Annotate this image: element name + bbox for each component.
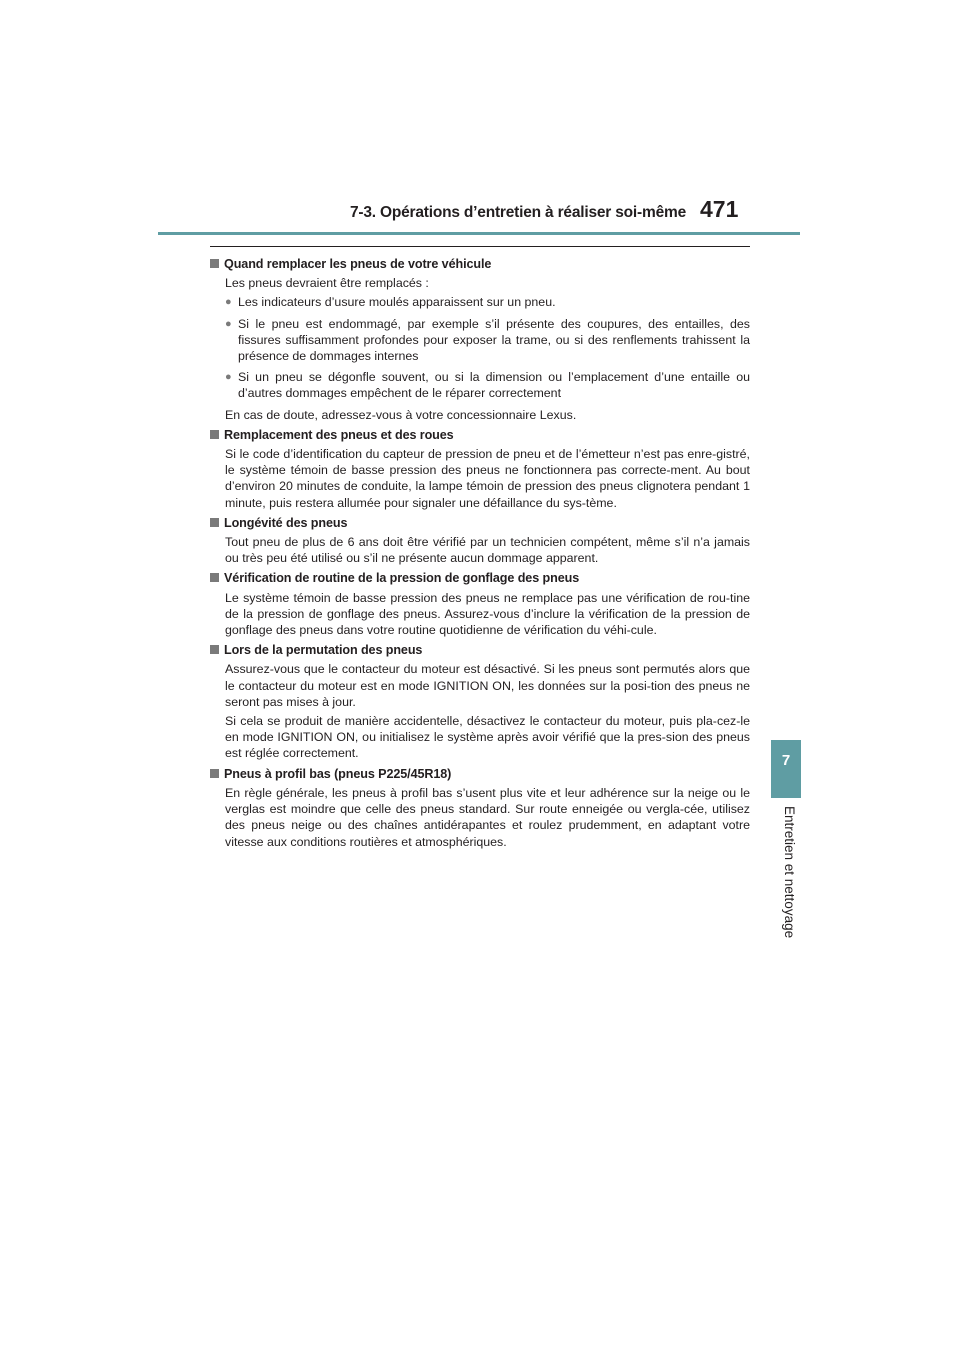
section-tire-rotation	[210, 642, 750, 761]
chapter-label: Entretien et nettoyage	[782, 806, 797, 939]
list-item	[225, 294, 750, 310]
square-bullet-icon	[210, 430, 219, 439]
section-paragraph: En règle générale, les pneus à profil bas s’usent plus vite et leur adhérence sur la neige ou le verglas est moindre que celle des pneus standard. Sur route enneigée ou vergla-cée, utilisez des pneus neige ou des chaînes antidérapantes et roulez prudemment, en adaptant votre vitesse aux conditions routières et atmosphériques.	[225, 785, 750, 849]
section-routine-pressure-check	[210, 570, 750, 638]
list-item-text: Les indicateurs d’usure moulés apparaissent sur un pneu.	[238, 295, 556, 310]
section-title-text: Quand remplacer les pneus de votre véhicule	[224, 257, 492, 271]
section-title	[210, 256, 750, 272]
section-title	[210, 766, 750, 782]
section-title-text: Vérification de routine de la pression de gonflage des pneus	[224, 571, 580, 586]
section-low-profile-tires	[210, 766, 750, 850]
section-title-text: Longévité des pneus	[224, 515, 348, 530]
header-rule	[158, 232, 800, 235]
section-tire-replacement-timing	[210, 256, 750, 423]
chapter-tab	[771, 740, 801, 798]
circle-bullet-icon: ●	[225, 317, 232, 330]
page-number: 471	[700, 196, 739, 222]
chapter-number: 7	[781, 752, 791, 769]
square-bullet-icon	[210, 645, 219, 654]
section-title	[210, 427, 750, 443]
circle-bullet-icon: ●	[225, 296, 232, 309]
circle-bullet-icon: ●	[225, 371, 232, 384]
section-paragraph: Le système témoin de basse pression des pneus ne remplace pas une vérification de rou-tine de la pression de gonflage des pneus. Assurez-vous d’inclure la vérification de la pression de gonflage des pneus dans votre routine quotidienne de vérification du véhi-cule.	[225, 590, 750, 638]
square-bullet-icon	[210, 518, 219, 527]
list-item-text: Si le pneu est endommagé, par exemple s’il présente des coupures, des entailles, des fissures suffisamment profondes pour exposer la trame, ou si des renflements trahissent la présence de dommages internes	[238, 316, 750, 364]
section-paragraph: Assurez-vous que le contacteur du moteur est désactivé. Si les pneus sont permutés alors que le contacteur du moteur est en mode IGNITION ON, les données sur la posi-tion des pneus ne seront pas mises à jour.	[225, 662, 750, 709]
section-title	[210, 642, 750, 658]
section-paragraph: Tout pneu de plus de 6 ans doit être vérifié par un technicien compétent, même s’il n’a jamais ou très peu été utilisé ou s’il ne présente aucun dommage apparent.	[225, 535, 750, 566]
section-paragraph: Si le code d’identification du capteur de pression de pneu et de l’émetteur n’est pas enre-gistré, le système témoin de basse pression des pneus ne fonctionnera pas correcte-ment. Au bout d’environ 20 minutes de conduite, la lampe témoin de pression des pneus clignotera pendant 1 minute, puis restera allumée pour signaler une défaillance du sys-tème.	[225, 447, 750, 510]
square-bullet-icon	[210, 573, 219, 582]
list-item	[225, 369, 750, 401]
square-bullet-icon	[210, 259, 219, 268]
section-header-title: 7-3. Opérations d’entretien à réaliser soi-même	[349, 204, 686, 221]
list-item-text: Si un pneu se dégonfle souvent, ou si la dimension ou l’emplacement d’une entaille ou d’autres dommages empêchent de le réparer correctement	[238, 370, 750, 401]
section-title	[210, 515, 750, 531]
list-item	[225, 316, 750, 365]
section-title-text: Pneus à profil bas (pneus P225/45R18)	[224, 766, 452, 781]
content-rule	[210, 246, 750, 247]
section-title-text: Lors de la permutation des pneus	[224, 643, 423, 658]
section-tire-longevity	[210, 515, 750, 567]
section-paragraph: Si cela se produit de manière accidentelle, désactivez le contacteur du moteur, puis pla-cez-le en mode IGNITION ON, ou initialisez le système après avoir vérifié que la pres-sion des pneus est réglée correctement.	[225, 714, 750, 761]
section-title	[210, 570, 750, 586]
section-tire-wheel-replacement	[210, 427, 750, 511]
section-intro: Les pneus devraient être remplacés :	[225, 276, 429, 291]
page-content	[210, 256, 750, 854]
section-title-text: Remplacement des pneus et des roues	[224, 427, 454, 442]
section-outro: En cas de doute, adressez-vous à votre concessionnaire Lexus.	[225, 407, 577, 422]
square-bullet-icon	[210, 769, 219, 778]
